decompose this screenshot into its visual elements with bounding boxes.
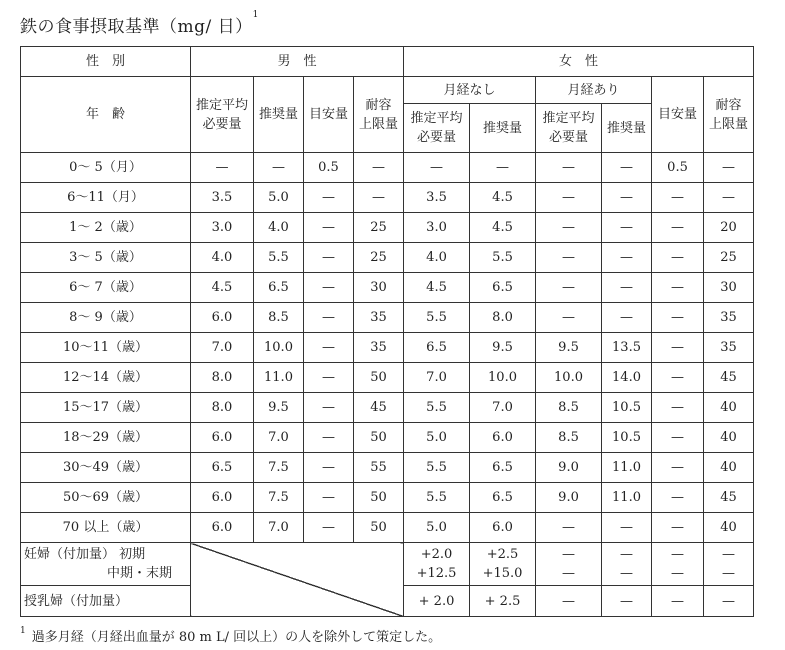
male-ul: 25 bbox=[354, 243, 404, 273]
male-rda: 5.0 bbox=[254, 183, 304, 213]
no-menses-rda: 10.0 bbox=[470, 363, 536, 393]
with-menses-ear: — bbox=[536, 213, 602, 243]
table-row bbox=[21, 153, 754, 183]
female-ai: — bbox=[652, 363, 704, 393]
no-menses-rda: 6.5 bbox=[470, 453, 536, 483]
table-row bbox=[21, 513, 754, 543]
title-text: 鉄の食事摂取基準（mg/ 日） bbox=[20, 17, 253, 37]
male-rda: 11.0 bbox=[254, 363, 304, 393]
table-row bbox=[21, 423, 754, 453]
male-rda: 8.5 bbox=[254, 303, 304, 333]
male-ear: 4.0 bbox=[191, 243, 254, 273]
male-ear: 6.5 bbox=[191, 453, 254, 483]
female-ai: — bbox=[652, 303, 704, 333]
male-ai: — bbox=[304, 183, 354, 213]
male-ul: — bbox=[354, 153, 404, 183]
male-ai: — bbox=[304, 423, 354, 453]
male-ul: — bbox=[354, 183, 404, 213]
male-ai: — bbox=[304, 483, 354, 513]
male-ai: — bbox=[304, 213, 354, 243]
footnote bbox=[20, 626, 441, 645]
not-applicable-diagonal bbox=[191, 543, 404, 617]
female-ai: — bbox=[652, 333, 704, 363]
pregnant-row bbox=[21, 543, 754, 586]
pregnant-with-menses-rda: — — bbox=[602, 543, 652, 586]
pregnant-label-cell: 妊婦（付加量） 初期 中期・末期 bbox=[21, 543, 191, 586]
male-rda: 6.5 bbox=[254, 273, 304, 303]
lactating-no-menses-ear: + 2.0 bbox=[404, 586, 470, 617]
no-menses-ear: 4.0 bbox=[404, 243, 470, 273]
with-menses-ear: — bbox=[536, 273, 602, 303]
header-male-ear: 推定平均 必要量 bbox=[191, 77, 254, 153]
pregnant-no-menses-rda: +2.5 +15.0 bbox=[470, 543, 536, 586]
male-rda: 10.0 bbox=[254, 333, 304, 363]
female-ul: — bbox=[704, 153, 754, 183]
male-ear: 8.0 bbox=[191, 393, 254, 423]
with-menses-ear: — bbox=[536, 303, 602, 333]
lactating-with-menses-rda: — bbox=[602, 586, 652, 617]
female-ul: 20 bbox=[704, 213, 754, 243]
female-ul: 35 bbox=[704, 303, 754, 333]
header-no-menses-ear: 推定平均 必要量 bbox=[404, 104, 470, 153]
female-ai: 0.5 bbox=[652, 153, 704, 183]
lactating-with-menses-ear: — bbox=[536, 586, 602, 617]
male-ai: — bbox=[304, 303, 354, 333]
male-ear: 4.5 bbox=[191, 273, 254, 303]
with-menses-ear: — bbox=[536, 243, 602, 273]
female-ai: — bbox=[652, 213, 704, 243]
male-ai: — bbox=[304, 513, 354, 543]
no-menses-ear: 5.5 bbox=[404, 453, 470, 483]
female-ul: 25 bbox=[704, 243, 754, 273]
no-menses-ear: 5.5 bbox=[404, 483, 470, 513]
age-cell: 3～ 5（歳） bbox=[21, 243, 191, 273]
male-ul: 35 bbox=[354, 333, 404, 363]
no-menses-ear: 3.5 bbox=[404, 183, 470, 213]
with-menses-ear: 9.0 bbox=[536, 453, 602, 483]
with-menses-rda: — bbox=[602, 183, 652, 213]
no-menses-rda: 6.0 bbox=[470, 423, 536, 453]
male-ai: — bbox=[304, 273, 354, 303]
header-sex: 性 別 bbox=[21, 47, 191, 77]
table-row bbox=[21, 333, 754, 363]
male-rda: 7.0 bbox=[254, 423, 304, 453]
page-title bbox=[20, 12, 259, 37]
male-ear: 6.0 bbox=[191, 423, 254, 453]
male-rda: 7.0 bbox=[254, 513, 304, 543]
no-menses-ear: 5.5 bbox=[404, 393, 470, 423]
male-ai: 0.5 bbox=[304, 153, 354, 183]
with-menses-ear: — bbox=[536, 183, 602, 213]
no-menses-rda: 4.5 bbox=[470, 213, 536, 243]
with-menses-rda: 10.5 bbox=[602, 423, 652, 453]
male-ear: — bbox=[191, 153, 254, 183]
age-cell: 6～ 7（歳） bbox=[21, 273, 191, 303]
table-row bbox=[21, 303, 754, 333]
female-ai: — bbox=[652, 393, 704, 423]
female-ai: — bbox=[652, 513, 704, 543]
header-with-menses: 月経あり bbox=[536, 77, 652, 104]
header-with-menses-rda: 推奨量 bbox=[602, 104, 652, 153]
female-ul: 40 bbox=[704, 393, 754, 423]
male-ai: — bbox=[304, 363, 354, 393]
male-ai: — bbox=[304, 453, 354, 483]
male-ul: 50 bbox=[354, 423, 404, 453]
with-menses-rda: 11.0 bbox=[602, 453, 652, 483]
no-menses-rda: 8.0 bbox=[470, 303, 536, 333]
female-ul: 35 bbox=[704, 333, 754, 363]
female-ai: — bbox=[652, 483, 704, 513]
male-ear: 6.0 bbox=[191, 303, 254, 333]
male-ear: 6.0 bbox=[191, 483, 254, 513]
female-ul: 45 bbox=[704, 483, 754, 513]
footnote-text: 過多月経（月経出血量が 80 m L/ 回以上）の人を除外して策定した。 bbox=[31, 630, 442, 645]
male-rda: 7.5 bbox=[254, 483, 304, 513]
with-menses-ear: 9.5 bbox=[536, 333, 602, 363]
lactating-ul: — bbox=[704, 586, 754, 617]
with-menses-rda: — bbox=[602, 303, 652, 333]
age-cell: 12～14（歳） bbox=[21, 363, 191, 393]
no-menses-ear: 6.5 bbox=[404, 333, 470, 363]
age-cell: 10～11（歳） bbox=[21, 333, 191, 363]
no-menses-rda: 6.0 bbox=[470, 513, 536, 543]
table-row bbox=[21, 483, 754, 513]
table-row bbox=[21, 453, 754, 483]
table-row bbox=[21, 363, 754, 393]
iron-intake-table bbox=[20, 46, 754, 617]
header-with-menses-ear: 推定平均 必要量 bbox=[536, 104, 602, 153]
with-menses-rda: — bbox=[602, 213, 652, 243]
table-row bbox=[21, 243, 754, 273]
female-ul: 40 bbox=[704, 423, 754, 453]
male-ul: 30 bbox=[354, 273, 404, 303]
header-female-ai: 目安量 bbox=[652, 77, 704, 153]
female-ul: 40 bbox=[704, 453, 754, 483]
male-rda: 7.5 bbox=[254, 453, 304, 483]
with-menses-ear: 8.5 bbox=[536, 423, 602, 453]
male-rda: — bbox=[254, 153, 304, 183]
with-menses-ear: 10.0 bbox=[536, 363, 602, 393]
no-menses-ear: 5.5 bbox=[404, 303, 470, 333]
no-menses-ear: 5.0 bbox=[404, 423, 470, 453]
age-cell: 8～ 9（歳） bbox=[21, 303, 191, 333]
with-menses-rda: 14.0 bbox=[602, 363, 652, 393]
age-cell: 0～ 5（月） bbox=[21, 153, 191, 183]
header-female: 女 性 bbox=[404, 47, 754, 77]
no-menses-ear: 5.0 bbox=[404, 513, 470, 543]
male-ear: 6.0 bbox=[191, 513, 254, 543]
header-male-rda: 推奨量 bbox=[254, 77, 304, 153]
with-menses-rda: 10.5 bbox=[602, 393, 652, 423]
table-row bbox=[21, 213, 754, 243]
male-ul: 25 bbox=[354, 213, 404, 243]
age-cell: 15～17（歳） bbox=[21, 393, 191, 423]
with-menses-rda: — bbox=[602, 153, 652, 183]
lactating-no-menses-rda: + 2.5 bbox=[470, 586, 536, 617]
pregnant-ai: — — bbox=[652, 543, 704, 586]
with-menses-rda: — bbox=[602, 243, 652, 273]
male-ear: 7.0 bbox=[191, 333, 254, 363]
male-ear: 8.0 bbox=[191, 363, 254, 393]
lactating-label: 授乳婦（付加量） bbox=[21, 586, 191, 617]
no-menses-ear: 7.0 bbox=[404, 363, 470, 393]
age-cell: 18～29（歳） bbox=[21, 423, 191, 453]
with-menses-rda: — bbox=[602, 513, 652, 543]
age-cell: 1～ 2（歳） bbox=[21, 213, 191, 243]
header-female-ul: 耐容 上限量 bbox=[704, 77, 754, 153]
male-ul: 35 bbox=[354, 303, 404, 333]
female-ai: — bbox=[652, 453, 704, 483]
with-menses-ear: — bbox=[536, 513, 602, 543]
with-menses-ear: 8.5 bbox=[536, 393, 602, 423]
with-menses-ear: — bbox=[536, 153, 602, 183]
age-cell: 6～11（月） bbox=[21, 183, 191, 213]
male-ear: 3.0 bbox=[191, 213, 254, 243]
with-menses-rda: — bbox=[602, 273, 652, 303]
no-menses-ear: 3.0 bbox=[404, 213, 470, 243]
male-ai: — bbox=[304, 333, 354, 363]
no-menses-rda: 6.5 bbox=[470, 273, 536, 303]
female-ul: — bbox=[704, 183, 754, 213]
with-menses-rda: 11.0 bbox=[602, 483, 652, 513]
no-menses-rda: — bbox=[470, 153, 536, 183]
pregnant-no-menses-ear: +2.0 +12.5 bbox=[404, 543, 470, 586]
footnote-mark: 1 bbox=[20, 626, 26, 636]
no-menses-rda: 9.5 bbox=[470, 333, 536, 363]
table-row bbox=[21, 183, 754, 213]
no-menses-ear: 4.5 bbox=[404, 273, 470, 303]
no-menses-ear: — bbox=[404, 153, 470, 183]
male-ul: 50 bbox=[354, 483, 404, 513]
male-rda: 5.5 bbox=[254, 243, 304, 273]
no-menses-rda: 7.0 bbox=[470, 393, 536, 423]
female-ai: — bbox=[652, 423, 704, 453]
male-rda: 4.0 bbox=[254, 213, 304, 243]
age-cell: 50～69（歳） bbox=[21, 483, 191, 513]
pregnant-ul: — — bbox=[704, 543, 754, 586]
female-ul: 45 bbox=[704, 363, 754, 393]
female-ai: — bbox=[652, 183, 704, 213]
male-ul: 55 bbox=[354, 453, 404, 483]
female-ul: 30 bbox=[704, 273, 754, 303]
header-age: 年 齢 bbox=[21, 77, 191, 153]
header-male-ai: 目安量 bbox=[304, 77, 354, 153]
male-ul: 45 bbox=[354, 393, 404, 423]
with-menses-rda: 13.5 bbox=[602, 333, 652, 363]
title-note-mark: 1 bbox=[252, 10, 259, 20]
table-row bbox=[21, 393, 754, 423]
male-ul: 50 bbox=[354, 363, 404, 393]
table-row bbox=[21, 273, 754, 303]
male-ai: — bbox=[304, 393, 354, 423]
age-cell: 30～49（歳） bbox=[21, 453, 191, 483]
header-male-ul: 耐容 上限量 bbox=[354, 77, 404, 153]
no-menses-rda: 6.5 bbox=[470, 483, 536, 513]
female-ai: — bbox=[652, 273, 704, 303]
header-no-menses: 月経なし bbox=[404, 77, 536, 104]
lactating-ai: — bbox=[652, 586, 704, 617]
female-ai: — bbox=[652, 243, 704, 273]
female-ul: 40 bbox=[704, 513, 754, 543]
no-menses-rda: 4.5 bbox=[470, 183, 536, 213]
male-rda: 9.5 bbox=[254, 393, 304, 423]
age-cell: 70 以上（歳） bbox=[21, 513, 191, 543]
with-menses-ear: 9.0 bbox=[536, 483, 602, 513]
header-no-menses-rda: 推奨量 bbox=[470, 104, 536, 153]
male-ear: 3.5 bbox=[191, 183, 254, 213]
pregnant-with-menses-ear: — — bbox=[536, 543, 602, 586]
male-ai: — bbox=[304, 243, 354, 273]
male-ul: 50 bbox=[354, 513, 404, 543]
header-male: 男 性 bbox=[191, 47, 404, 77]
no-menses-rda: 5.5 bbox=[470, 243, 536, 273]
